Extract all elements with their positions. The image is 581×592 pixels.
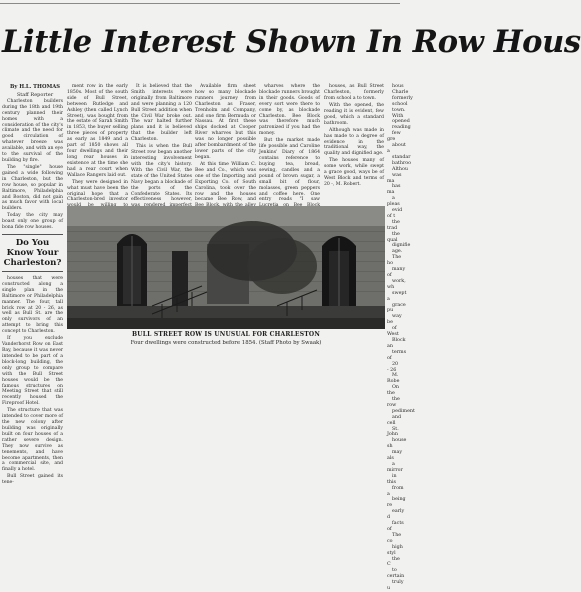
column-7-fragment: reading xyxy=(392,125,411,131)
column-7-fragment: age. xyxy=(392,249,403,255)
paragraph: With the opened, the reading it is evident, few good, which a standard bathroom. xyxy=(324,102,384,126)
column-7-fragment: being re xyxy=(387,497,406,509)
paragraph: ment row in the early 1850s. Most of the south side of Bull Street, between Rutledge and Ashley (then called Lynch Street), was bought from the estate of Sarah Smith in 1853, the buyer selling three pieces of property as early as 1849 and a part of 1850 shows all four dwellings and their long rear houses in existence at the time she had a rear court when Wallace Rangers laid out. xyxy=(67,84,128,178)
column-7-fragment: early d xyxy=(387,509,405,521)
column-7-fragment: 20 - 26 xyxy=(387,361,399,373)
column-7-fragment: school xyxy=(392,101,408,107)
column-7-fragment: the row xyxy=(387,397,400,408)
column-4 xyxy=(195,84,256,206)
column-7-fragment: the trad xyxy=(387,219,400,231)
paragraph: Charleston builders during the 18th and 19th century planned their homes with a consideration of the city's climate and the need for good circulation of whatever breeze was available, and with an eye to the survival of the building by fire. xyxy=(2,98,63,163)
byline: By H.L. THOMAS xyxy=(10,84,60,90)
column-7-fragment: house sh xyxy=(387,438,407,450)
paragraph: The "single" house gained a wide following in Charleston, but the row house, so popular in Baltimore, Philadelphia and Boston, did not gain as much favor with local builders. xyxy=(2,165,63,212)
column-7-fragment: opened xyxy=(392,119,410,125)
paragraph: If you exclude Vanderhorst Row on East Bay, because it was never intended to be part of a block-long building, the only group to compare with the Bull Street houses would be the famous structures on Meeting Street that still recently housed the Fireproof Hotel. xyxy=(2,336,63,407)
column-7-fragment: and cell xyxy=(387,414,402,426)
paragraph: This is when the Bull Street row began another interesting involvement with the city's history. With the Civil War, the state of the United States Navy began a blockade of the ports of the Confederate States. Its effectiveness however, xyxy=(131,144,192,203)
headline: Little Interest Shown In Row Hous xyxy=(2,24,581,60)
photo-illustration xyxy=(67,206,385,329)
column-7-fragment: way be xyxy=(387,314,402,326)
column-7-fragment: facts of xyxy=(387,521,404,532)
paragraph: houses, as Bull Street Charleston, formerly from school a to town. xyxy=(324,84,384,101)
row-house-photo xyxy=(67,206,385,329)
column-7-cropped xyxy=(387,84,415,592)
column-7-fragment: was ma xyxy=(387,172,402,184)
column-7-fragment: dignifie xyxy=(392,243,411,249)
column-7-fragment: from a xyxy=(387,485,404,497)
column-7-fragment: The ho xyxy=(387,255,402,267)
paragraph: Although was made in has made to a degree of evidence in the traditional way, the quality and dignified age. xyxy=(324,127,384,157)
column-7-fragment: may als xyxy=(387,450,403,462)
column-7-fragment: a pleas xyxy=(387,196,400,208)
paragraph: But the market made life possible and Caroline Jenkins' Diary of 1864 contains reference to buying tea, bread, sewing, candles and a pound of brown sugar, a small bit of flour, molasses, green peppers and coffee here. One entry reads "I saw xyxy=(259,138,320,203)
column-2 xyxy=(67,84,128,206)
column-7-fragment: swept a xyxy=(387,290,407,302)
column-7-fragment: terms of xyxy=(387,349,407,361)
paragraph: The houses many of some work, while swept a grace good, ways be of West Block and terms of 20 -, M. Robert. xyxy=(324,158,384,188)
paragraph: Today the city may boast only one group of bona fide row houses. xyxy=(2,213,63,231)
column-7-fragment: With xyxy=(392,113,404,119)
column-7-fragment: few gre xyxy=(387,131,401,143)
column-7-fragment: St. John xyxy=(387,426,399,438)
subhead-rule xyxy=(2,271,63,272)
paragraph: The structure that was intended to cover more of the new colony after building was originally built on four houses of a rather severe design. They now survive as tenements, and have become apartments, then a commercial site, and finally a hotel. xyxy=(2,408,63,473)
column-7-fragment: in this xyxy=(387,473,397,485)
column-7-fragment: truly u xyxy=(387,580,404,592)
column-7-fragment: grace pu xyxy=(387,302,406,314)
column-7-fragment: work, wh xyxy=(387,278,406,290)
paragraph: Available firm sheet how so many blockade runners journey from Charleston as Fraser, Trenholm and Company, and one firm Bermuda or Nassau. At first these ships docked at Cooper River wharves but this was no longer possible after bombardment of the lower parts of the city began. xyxy=(195,84,256,160)
column-7-fragment: of West xyxy=(387,326,399,338)
column-7-fragment: the qual xyxy=(387,231,400,243)
paragraph: wharves where the blockade runners brought in their goods. Goods of every sort were there to come by, as blockade Charleston. Bee Block was therefore much patronized if you had the money. xyxy=(259,84,320,137)
column-7-fragment: has ma xyxy=(387,184,401,196)
column-7-fragment: On the xyxy=(387,385,400,397)
column-1 xyxy=(2,84,63,275)
column-7-fragment: many of xyxy=(387,267,406,278)
column-7-fragment: town. xyxy=(392,107,406,113)
column-5 xyxy=(259,84,320,206)
column-7-fragment: M. Robe xyxy=(387,373,400,385)
paragraph: It is believed that the Smith interests were originally from Baltimore and were planning a 120 Bull Street addition when the Civil War broke out. The war halted further plans and it is believed that the builder left Charleston. xyxy=(131,84,192,143)
column-7-fragment: high styl xyxy=(387,544,403,556)
byline-staff: Staff Reporter xyxy=(16,91,54,98)
paragraph: Bull Street gained its tene- xyxy=(2,474,63,486)
column-7-fragment: Block an xyxy=(387,337,406,349)
column-3 xyxy=(131,84,192,206)
column-7-fragment: the C xyxy=(387,556,400,568)
paragraph: At this time William C. Bee and Co., which was one of the Importing and Exporting Co. of South Carolina, took over the row and the houses became Bee Row, and xyxy=(195,161,256,203)
column-7-fragment: standar xyxy=(392,154,411,160)
column-7-fragment: pediment xyxy=(392,408,415,414)
section-subhead: Do You Know Your Charleston? xyxy=(3,238,62,269)
column-7-fragment: The co xyxy=(387,532,402,544)
column-7-fragment: about a xyxy=(387,143,406,154)
column-7-fragment: a mirror xyxy=(387,462,403,473)
column-7-fragment: to certain xyxy=(387,568,405,580)
column-1-continued xyxy=(2,276,63,486)
subhead-rule xyxy=(2,234,63,235)
photo-caption-text: Four dwellings were constructed before 1854. (Staff Photo by Swaak) xyxy=(130,340,322,346)
column-7-fragment: Althou xyxy=(392,166,408,172)
column-7-fragment: formerly xyxy=(392,95,413,101)
column-7-fragment: Charle xyxy=(392,89,409,95)
paragraph: They were designed in what must have been the original hope that a Charleston-bred investor xyxy=(67,179,128,203)
column-7-fragment: evid of t xyxy=(387,208,403,219)
paragraph: houses that were constructed along a single plan in the Baltimore or Philadelphia manner. The four, tall brick row at 20 - 26, as well as Bull St. are the only survivors of an attempt to bring this concept to Charleston. xyxy=(2,276,63,335)
column-7-fragment: hous xyxy=(392,84,404,89)
photo-caption-title: BULL STREET ROW IS UNUSUAL FOR CHARLESTON xyxy=(131,331,321,338)
top-rule xyxy=(0,3,400,4)
column-6 xyxy=(324,84,384,206)
column-7-fragment: bathroo xyxy=(392,160,412,166)
